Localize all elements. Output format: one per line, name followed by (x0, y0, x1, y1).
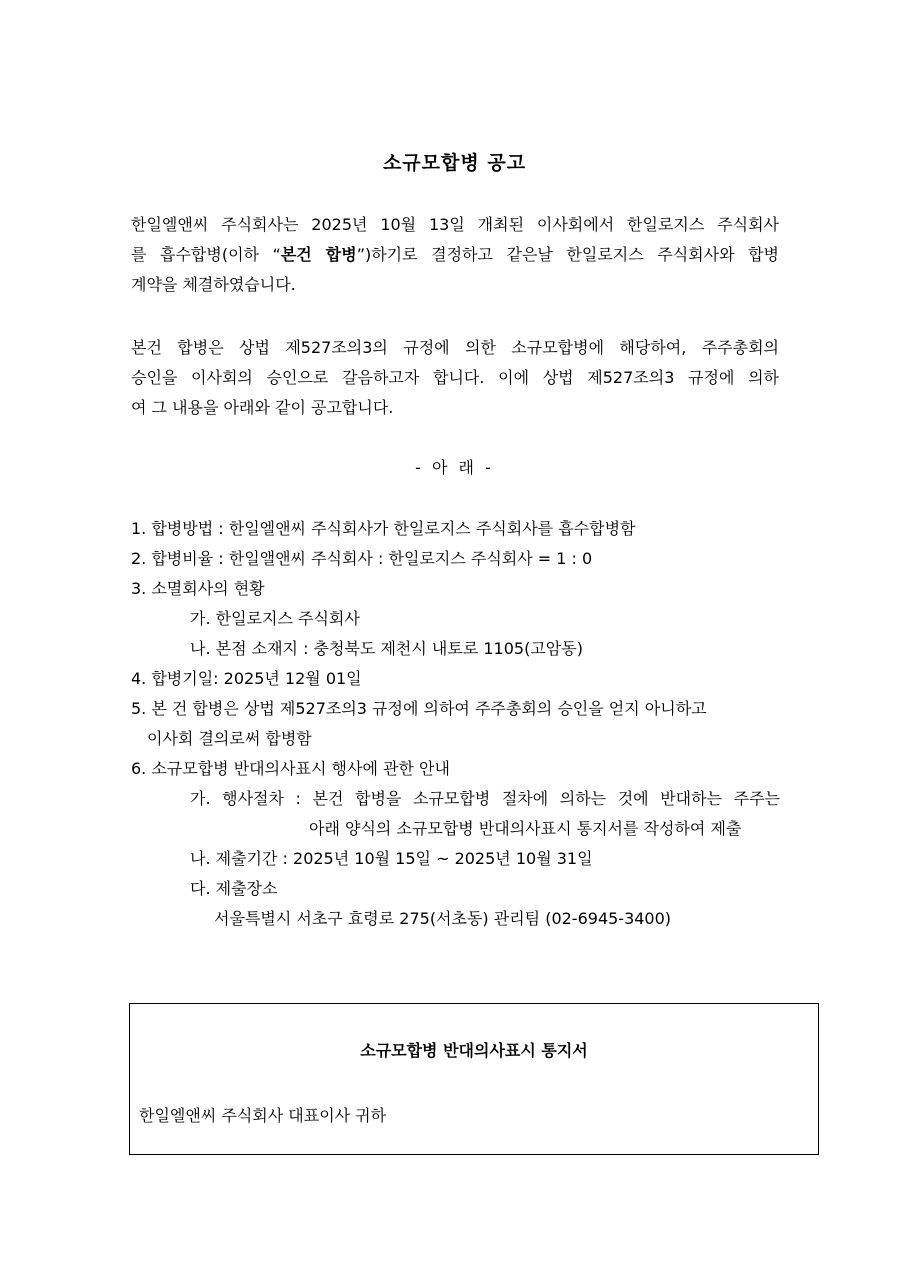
item-merger-date: 4. 합병기일: 2025년 12월 01일 (131, 669, 362, 688)
notice-heading: - 아 래 - (415, 458, 494, 477)
intro-line-1: 한일엘앤씨 주식회사는 2025년 10월 13일 개최된 이사회에서 한일로지스 주식회사 (131, 215, 779, 234)
item-dissolved-company-name: 가. 한일로지스 주식회사 (190, 609, 360, 628)
intro-line-2 (131, 240, 779, 270)
item-merger-approval: 5. 본 건 합병은 상법 제527조의3 규정에 의하여 주주총회의 승인을 얻지 아니하고 (131, 699, 707, 718)
item-submission-period: 나. 제출기간 : 2025년 10월 15일 ~ 2025년 10월 31일 (190, 849, 593, 868)
item-dissent-procedure-text: 가. 행사절차 : 본건 합병을 소규모합병 절차에 의하는 것에 반대하는 주주는 (190, 789, 780, 808)
intro-line-2-post: ”)하기로 결정하고 같은날 한일로지스 주식회사와 합병 (356, 245, 779, 264)
item-dissolved-company-address: 나. 본점 소재지 : 충청북도 제천시 내토로 1105(고암동) (190, 639, 583, 658)
intro-line-3: 계약을 체결하였습니다. (131, 275, 296, 294)
item-dissolved-company: 3. 소멸회사의 현황 (131, 579, 265, 598)
item-merger-approval-cont: 이사회 결의로써 합병함 (147, 729, 312, 748)
legal-line-1: 본건 합병은 상법 제527조의3의 규정에 의한 소규모합병에 해당하여, 주주총회의 (131, 338, 779, 357)
merger-term-bold: 본건 합병 (280, 245, 357, 264)
item-dissent-guide: 6. 소규모합병 반대의사표시 행사에 관한 안내 (131, 759, 450, 778)
legal-paragraph (131, 333, 779, 423)
intro-paragraph (131, 210, 779, 300)
item-merger-method: 1. 합병방법 : 한일엘앤씨 주식회사가 한일로지스 주식회사를 흡수합병함 (131, 519, 636, 538)
legal-line-2: 승인을 이사회의 승인으로 갈음하고자 합니다. 이에 상법 제527조의3 규정에 의하 (131, 368, 779, 387)
item-dissent-procedure (131, 784, 791, 814)
item-submission-address: 서울특별시 서초구 효령로 275(서초동) 관리팀 (02-6945-3400) (214, 909, 672, 928)
intro-line-2-pre: 를 흡수합병(이하 “ (131, 245, 281, 264)
page-title: 소규모합병 공고 (382, 152, 527, 174)
form-addressee: 한일엘앤씨 주식회사 대표이사 귀하 (139, 1106, 387, 1125)
item-submission-place: 다. 제출장소 (190, 879, 278, 898)
item-dissent-procedure-cont: 아래 양식의 소규모합병 반대의사표시 통지서를 작성하여 제출 (309, 819, 742, 838)
form-title: 소규모합병 반대의사표시 통지서 (360, 1041, 588, 1060)
legal-line-3: 여 그 내용을 아래와 같이 공고합니다. (131, 398, 394, 417)
notice-items (131, 514, 791, 934)
dissent-notice-form (129, 1003, 819, 1155)
item-merger-ratio: 2. 합병비율 : 한일앨앤씨 주식회사 : 한일로지스 주식회사 = 1 : 0 (131, 549, 593, 568)
